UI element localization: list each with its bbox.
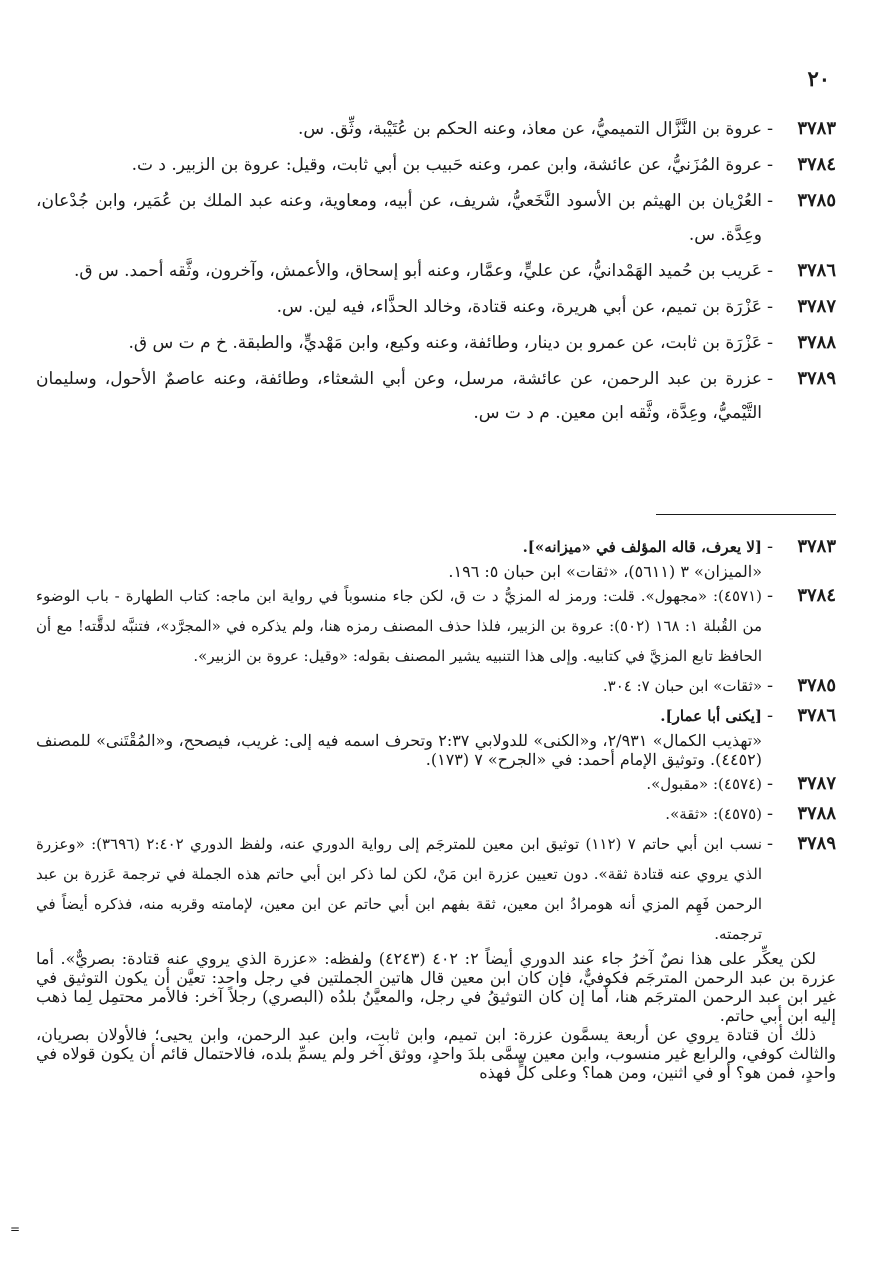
entry-number: ٣٧٨٨: [797, 332, 836, 353]
note-text: (٤٥٧١): «مجهول». قلت: ورمز له المزيُّ د ت ق، لكن جاء منسوباً في رواية ابن ماجه: كتاب الطهارة - باب الوضوء من القُبلة ١: ١٦٨ (٥٠٢): عروة بن الزبير، فلذا حذف المصنف رمزه هنا، ولم يذكره في «المجرَّد»، فتنبَّه لدقَّته! مع أن الحافظ تابع المزيَّ في كتابيه. وإلى هذا التنبيه يشير المصنف بقوله: «وقيل: عروة بن الزبير».: [36, 587, 762, 665]
entry-3785: ٣٧٨٥ - العُرْيان بن الهيثم بن الأسود النَّخَعيُّ، شريف، عن أبيه، ومعاوية، وعنه عبد الملك بن عُمَير، وابن جُدْعان، وعِدَّة. س.: [36, 184, 836, 252]
note-text: (٤٥٧٤): «مقبول».: [646, 775, 762, 793]
entry-3783: ٣٧٨٣ - عروة بن النَّزَّال التميميُّ، عن معاذ، وعنه الحكم بن عُتَيْبة، وثِّق. س.: [36, 112, 836, 146]
note-number: ٣٧٨٩: [797, 833, 836, 854]
note-number: ٣٧٨٤: [797, 585, 836, 606]
entry-3784: ٣٧٨٤ - عروة المُزَنيُّ، عن عائشة، وابن عمر، وعنه حَبيب بن أبي ثابت، وقيل: عروة بن الزبير. د ت.: [36, 148, 836, 182]
entry-text: عَريب بن حُميد الهَمْدانيُّ، عن عليٍّ، وعمَّار، وعنه أبو إسحاق، والأعمش، وآخرون، وثَّقه أحمد. س ق.: [73, 261, 762, 281]
note-3787: ٣٧٨٧ - (٤٥٧٤): «مقبول».: [36, 769, 836, 799]
entry-number: ٣٧٨٧: [797, 296, 836, 317]
note-number: ٣٧٨٣: [797, 536, 836, 557]
note-citation: «الميزان» ٣ (٥٦١١)، «ثقات» ابن حبان ٥: ١٩٦.: [448, 562, 762, 581]
note-3786: ٣٧٨٦ - [يكنى أبا عمار].: [36, 701, 836, 731]
entry-text: عزرة بن عبد الرحمن، عن عائشة، مرسل، وعن أبي الشعثاء، وطائفة، وعنه عاصمٌ الأحول، وسليمان التَّيْميُّ، وعِدَّة، وثَّقه ابن معين. م د ت س.: [36, 369, 762, 423]
entry-3789: ٣٧٨٩ - عزرة بن عبد الرحمن، عن عائشة، مرسل، وعن أبي الشعثاء، وطائفة، وعنه عاصمٌ الأحول، وسليمان التَّيْميُّ، وعِدَّة، وثَّقه ابن معين. م د ت س.: [36, 362, 836, 430]
entry-number: ٣٧٨٦: [797, 260, 836, 281]
footnotes: [36, 532, 836, 1082]
main-entries: [36, 112, 836, 432]
note-3789: ٣٧٨٩ - نسب ابن أبي حاتم ٧ (١١٢) توثيق ابن معين للمترجَم إلى رواية الدوري عنه، ولفظ الدوري ٢:٤٠٢ (٣٦٩٦): «وعزرة الذي يروي عنه قتادة ثقة». دون تعيين عزرة ابن مَنْ، لكن لما ذكر ابن أبي حاتم هذه الجملة في ترجمة عَزرة بن عبد الرحمن فَهِم المزي أنه هومرادُ ابن معين، ثقة بفهم ابن أبي حاتم عن ابن معين، لإمامته وقربه منه، فذكره أيضاً في ترجمته.: [36, 829, 836, 949]
note-3784: ٣٧٨٤ - (٤٥٧١): «مجهول». قلت: ورمز له المزيُّ د ت ق، لكن جاء منسوباً في رواية ابن ماجه: كتاب الطهارة - باب الوضوء من القُبلة ١: ١٦٨ (٥٠٢): عروة بن الزبير، فلذا حذف المصنف رمزه هنا، ولم يذكره في «المجرَّد»، فتنبَّه لدقَّته! مع أن الحافظ تابع المزيَّ في كتابيه. وإلى هذا التنبيه يشير المصنف بقوله: «وقيل: عروة بن الزبير».: [36, 581, 836, 671]
note-heading: [لا يعرف، قاله المؤلف في «ميزانه»].: [522, 538, 762, 556]
entry-3787: ٣٧٨٧ - عَزْرَة بن تميم، عن أبي هريرة، وعنه قتادة، وخالد الحذَّاء، فيه لين. س.: [36, 290, 836, 324]
page-number: ٢٠: [807, 66, 830, 91]
note-heading: [يكنى أبا عمار].: [660, 707, 762, 725]
entry-text: عَزْرَة بن ثابت، عن عمرو بن دينار، وطائفة، وعنه وكيع، وابن مَهْديٍّ، والطبقة. خ م ت س ق.: [128, 333, 762, 353]
note-3783: ٣٧٨٣ - [لا يعرف، قاله المؤلف في «ميزانه»].: [36, 532, 836, 562]
entry-3786: ٣٧٨٦ - عَريب بن حُميد الهَمْدانيُّ، عن عليٍّ، وعمَّار، وعنه أبو إسحاق، والأعمش، وآخرون، وثَّقه أحمد. س ق.: [36, 254, 836, 288]
note-3788: ٣٧٨٨ - (٤٥٧٥): «ثقة».: [36, 799, 836, 829]
note-number: ٣٧٨٦: [797, 705, 836, 726]
note-text: (٤٥٧٥): «ثقة».: [665, 805, 762, 823]
note-number: ٣٧٨٥: [797, 675, 836, 696]
entry-number: ٣٧٨٩: [797, 368, 836, 389]
continuation-mark: =: [10, 1222, 21, 1236]
entry-3788: ٣٧٨٨ - عَزْرَة بن ثابت، عن عمرو بن دينار، وطائفة، وعنه وكيع، وابن مَهْديٍّ، والطبقة. خ م ت س ق.: [36, 326, 836, 360]
entry-text: عروة المُزَنيُّ، عن عائشة، وابن عمر، وعنه حَبيب بن أبي ثابت، وقيل: عروة بن الزبير. د ت.: [131, 155, 762, 175]
note-number: ٣٧٨٧: [797, 773, 836, 794]
note-citation: «تهذيب الكمال» ٢/٩٣١، و«الكنى» للدولابي ٢:٣٧ وتحرف اسمه فيه إلى: غريب، فيصحح، و«المُقْتَنى» للمصنف (٤٤٥٢). وتوثيق الإمام أحمد: في «الجرح» ٧ (١٧٣).: [36, 731, 763, 769]
note-3785: ٣٧٨٥ - «ثقات» ابن حبان ٧: ٣٠٤.: [36, 671, 836, 701]
entry-text: عَزْرَة بن تميم، عن أبي هريرة، وعنه قتادة، وخالد الحذَّاء، فيه لين. س.: [276, 297, 762, 317]
note-paragraph: لكن يعكِّر على هذا نصٌ آخرُ جاء عند الدوري أيضاً ٢: ٤٠٢ (٤٢٤٣) ولفظه: «عزرة الذي يروي عنه قتادة: بصريٌّ». أما عزرة بن عبد الرحمن المترجَم فكوفيٌّ، فإن كان ابن معين قال هاتين الجملتين في رجل واحد: تعيَّن أن يكون التوثيق في غير ابن عبد الرحمن المترجَم هنا، أما إن كان التوثيقُ في رجل، والمعيَّنُ بلدُه (البصري) رجلاً آخر: فالأمر محتمِل لِما ذهب إليه ابن أبي حاتم.: [36, 949, 837, 1025]
entry-text: عروة بن النَّزَّال التميميُّ، عن معاذ، وعنه الحكم بن عُتَيْبة، وثِّق. س.: [297, 119, 762, 139]
entry-number: ٣٧٨٣: [797, 118, 836, 139]
note-number: ٣٧٨٨: [797, 803, 836, 824]
note-text: «ثقات» ابن حبان ٧: ٣٠٤.: [602, 677, 762, 695]
note-paragraph: ذلك أن قتادة يروي عن أربعة يسمَّون عزرة: ابن تميم، وابن ثابت، وابن عبد الرحمن، وابن يحيى؛ فالأولان بصريان، والثالث كوفي، والرابع غير منسوب، وابن معين سمَّى بلدَ واحدٍ، ووثق آخر ولم يسمِّ بلده، فالاحتمال قائم أن يكون قولاه في واحدٍ، فمن هو؟ أو في اثنين، ومن هما؟ وعلى كلٍّ فهذه: [36, 1025, 837, 1082]
entry-text: العُرْيان بن الهيثم بن الأسود النَّخَعيُّ، شريف، عن أبيه، ومعاوية، وعنه عبد الملك بن عُمَير، وابن جُدْعان، وعِدَّة. س.: [36, 191, 762, 245]
footnote-separator: [656, 514, 836, 515]
note-text: نسب ابن أبي حاتم ٧ (١١٢) توثيق ابن معين للمترجَم إلى رواية الدوري عنه، ولفظ الدوري ٢:٤٠٢ (٣٦٩٦): «وعزرة الذي يروي عنه قتادة ثقة». دون تعيين عزرة ابن مَنْ، لكن لما ذكر ابن أبي حاتم هذه الجملة في ترجمة عَزرة بن عبد الرحمن فَهِم المزي أنه هومرادُ ابن معين، ثقة بفهم ابن أبي حاتم عن ابن معين، لإمامته وقربه منه، فذكره أيضاً في ترجمته.: [36, 835, 762, 943]
entry-number: ٣٧٨٥: [797, 190, 836, 211]
entry-number: ٣٧٨٤: [797, 154, 836, 175]
